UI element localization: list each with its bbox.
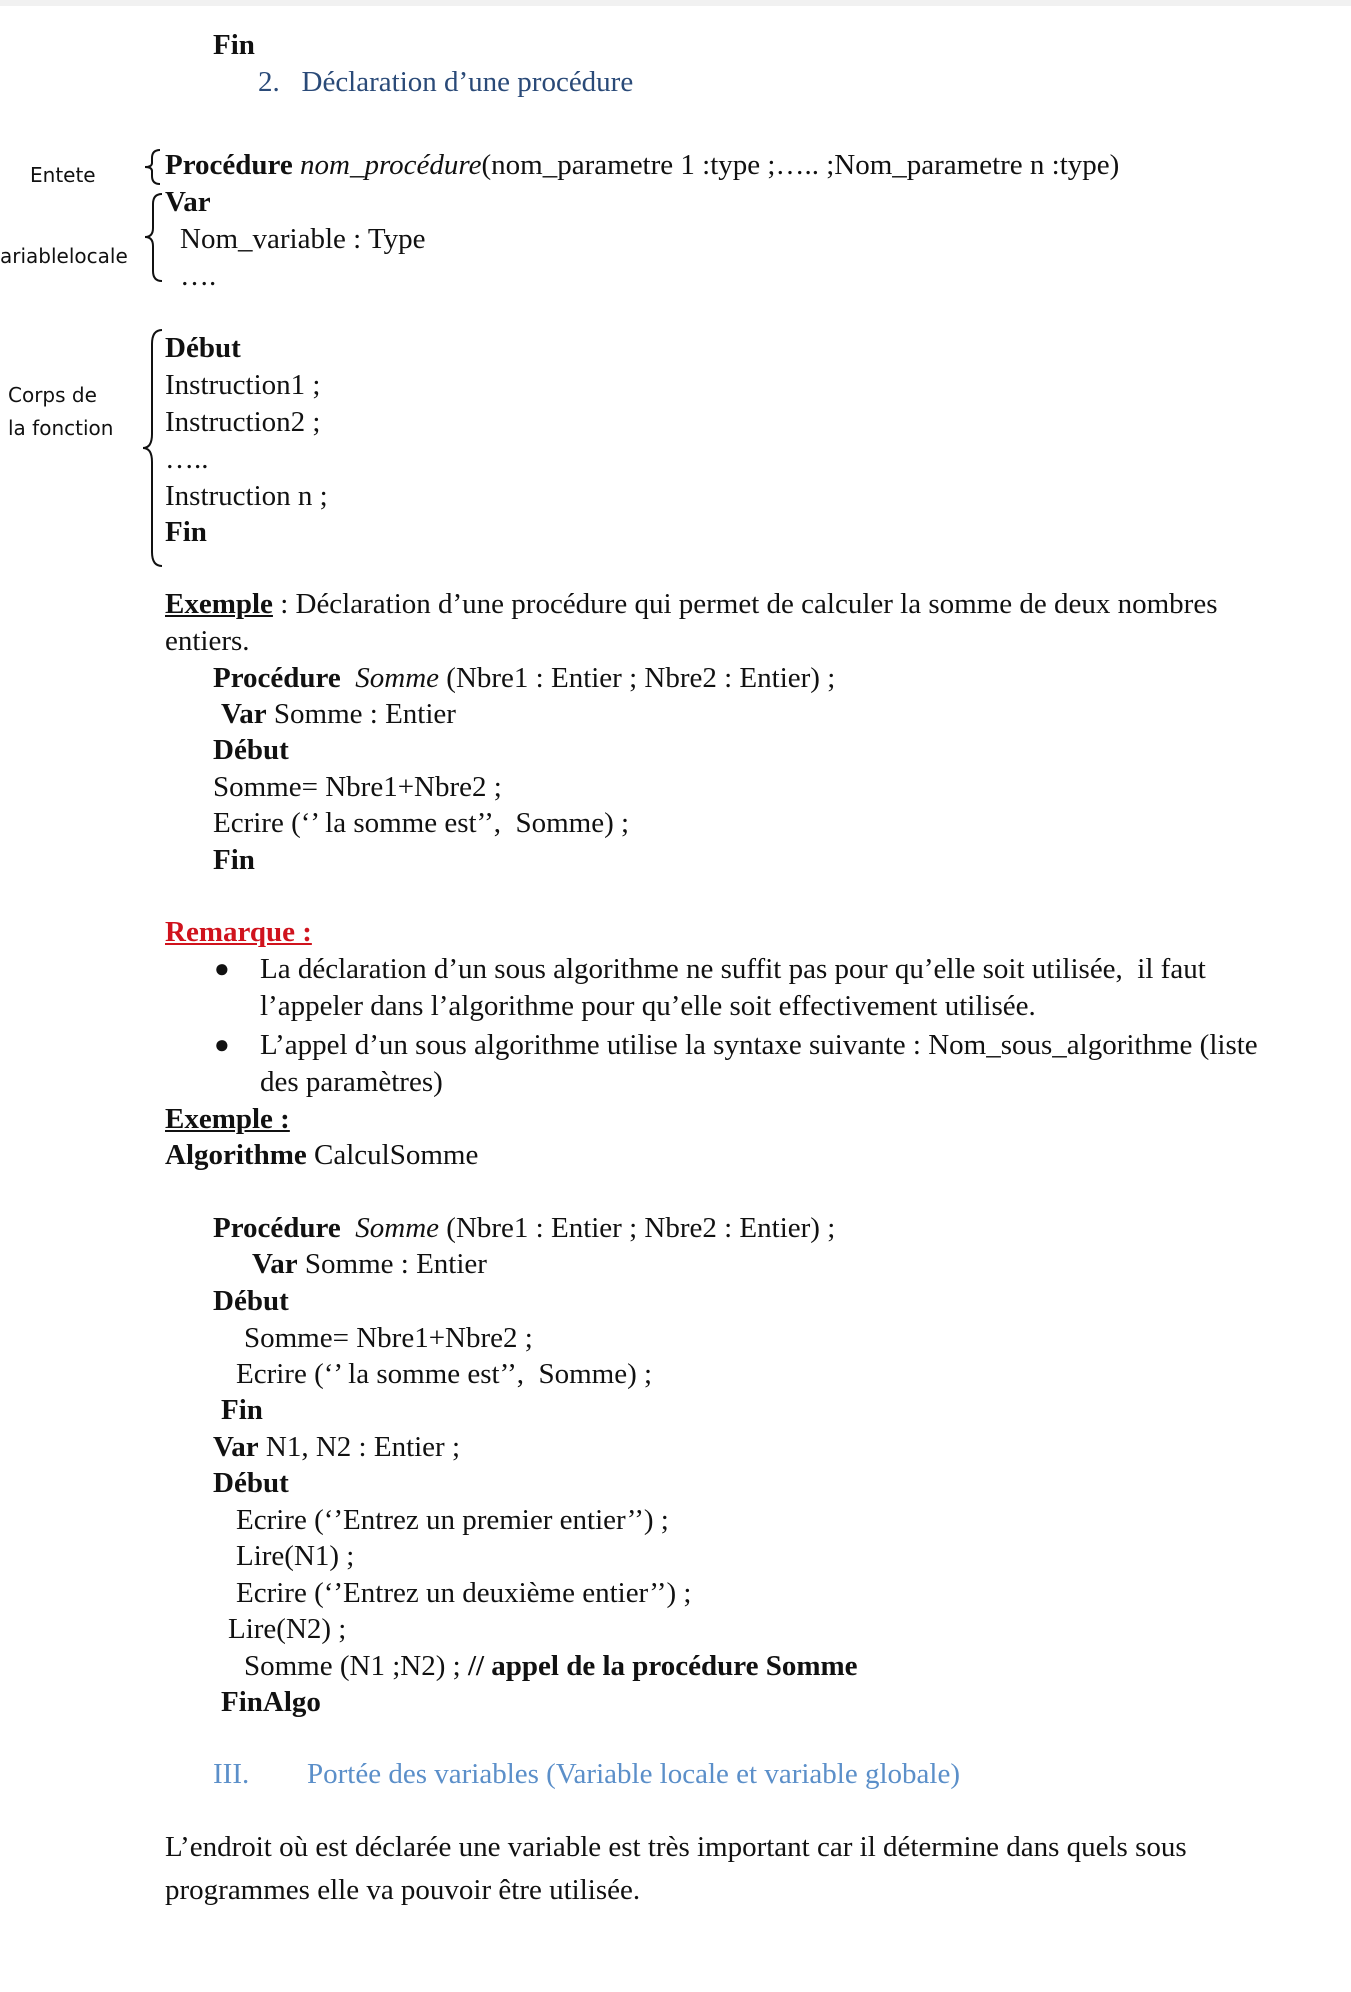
keyword-debut: Début — [165, 332, 241, 364]
keyword-var: Var — [213, 1431, 259, 1463]
remarque-bullet-1: La déclaration d’un sous algorithme ne suffit pas pour qu’elle soit utilisée, il faut — [260, 953, 1206, 985]
keyword-var: Var — [165, 186, 211, 218]
exemple2-var2-line — [213, 1429, 460, 1465]
keyword-procedure: Procédure — [165, 149, 293, 181]
code-assign: Somme= Nbre1+Nbre2 ; — [213, 771, 502, 803]
section-title: Déclaration d’une procédure — [301, 66, 634, 98]
exemple2-label: Exemple : — [165, 1103, 290, 1135]
exemple-text-cont: entiers. — [165, 625, 250, 657]
procedure-params: (Nbre1 : Entier ; Nbre2 : Entier) ; — [439, 662, 836, 694]
call-plain: Somme (N1 ;N2) ; — [244, 1650, 468, 1682]
exemple-var-line — [221, 696, 456, 732]
top-shade — [0, 0, 1351, 6]
section3-title: Portée des variables (Variable locale et variable globale) — [307, 1758, 960, 1790]
procedure-signature — [165, 147, 1119, 183]
side-label-variablelocale: ariablelocale — [0, 244, 128, 268]
side-label-corps: Corps de — [8, 383, 97, 407]
bullet-dot: ● — [214, 954, 230, 983]
procedure-name: Somme — [355, 662, 440, 694]
var-declaration: Nom_variable : Type — [180, 223, 426, 255]
code-ecrire: Ecrire (‘’ la somme est’’, Somme) ; — [236, 1358, 653, 1390]
var-text: N1, N2 : Entier ; — [258, 1431, 461, 1463]
procedure-params: (nom_parametre 1 :type ;….. ;Nom_parametre n :type) — [481, 149, 1120, 181]
remarque-bullet-1-cont: l’appeler dans l’algorithme pour qu’elle soit effectivement utilisée. — [260, 990, 1036, 1022]
code-lire-1: Lire(N1) ; — [236, 1540, 355, 1572]
keyword-debut: Début — [213, 734, 289, 766]
side-label-entete: Entete — [30, 163, 96, 187]
remarque-bullet-2-cont: des paramètres) — [260, 1066, 443, 1098]
keyword-var: Var — [252, 1248, 298, 1280]
keyword-debut: Début — [213, 1285, 289, 1317]
ellipsis: …. — [180, 260, 217, 292]
keyword-fin: Fin — [165, 516, 207, 548]
procedure-name: nom_procédure — [300, 149, 482, 181]
section-heading — [258, 64, 633, 100]
keyword-algorithme: Algorithme — [165, 1139, 307, 1171]
keyword-var: Var — [221, 698, 267, 730]
conclusion-line-1: L’endroit où est déclarée une variable est très important car il détermine dans quels sous — [165, 1831, 1187, 1863]
exemple2-var-line — [252, 1246, 487, 1282]
exemple-intro — [165, 586, 1217, 622]
exemple-signature — [213, 660, 835, 696]
keyword-procedure: Procédure — [213, 662, 341, 694]
procedure-params: (Nbre1 : Entier ; Nbre2 : Entier) ; — [439, 1212, 836, 1244]
var-text: Somme : Entier — [297, 1248, 487, 1280]
instruction-2: Instruction2 ; — [165, 406, 321, 438]
conclusion-line-2: programmes elle va pouvoir être utilisée. — [165, 1874, 641, 1906]
code-call-somme — [244, 1648, 858, 1684]
ellipsis: ….. — [165, 443, 209, 475]
code-lire-2: Lire(N2) ; — [228, 1613, 347, 1645]
keyword-fin: Fin — [213, 844, 255, 876]
section-number: 2. — [258, 66, 280, 98]
exemple2-signature — [213, 1210, 835, 1246]
keyword-finalgo: FinAlgo — [221, 1686, 321, 1718]
instruction-n: Instruction n ; — [165, 480, 328, 512]
code-ecrire-2: Ecrire (‘’Entrez un deuxième entier’’) ; — [236, 1577, 692, 1609]
keyword-procedure: Procédure — [213, 1212, 341, 1244]
exemple-text: : Déclaration d’une procédure qui permet de calculer la somme de deux nombres — [272, 588, 1218, 620]
remarque-bullet-2: L’appel d’un sous algorithme utilise la syntaxe suivante : Nom_sous_algorithme (liste — [260, 1029, 1258, 1061]
fin-keyword: Fin — [213, 29, 255, 61]
keyword-fin: Fin — [221, 1394, 263, 1426]
procedure-name: Somme — [355, 1212, 440, 1244]
instruction-1: Instruction1 ; — [165, 369, 321, 401]
section3-number: III. — [213, 1758, 250, 1790]
code-ecrire-1: Ecrire (‘’Entrez un premier entier’’) ; — [236, 1504, 669, 1536]
exemple-label: Exemple — [165, 588, 273, 620]
var-text: Somme : Entier — [266, 698, 456, 730]
algorithme-header — [165, 1137, 478, 1173]
remarque-label: Remarque : — [165, 916, 312, 948]
side-label-fonction: la fonction — [8, 416, 114, 440]
call-comment: // appel de la procédure Somme — [467, 1650, 858, 1682]
code-assign: Somme= Nbre1+Nbre2 ; — [244, 1322, 533, 1354]
bullet-dot: ● — [214, 1030, 230, 1059]
keyword-debut: Début — [213, 1467, 289, 1499]
algorithme-name: CalculSomme — [306, 1139, 479, 1171]
code-ecrire: Ecrire (‘’ la somme est’’, Somme) ; — [213, 807, 630, 839]
